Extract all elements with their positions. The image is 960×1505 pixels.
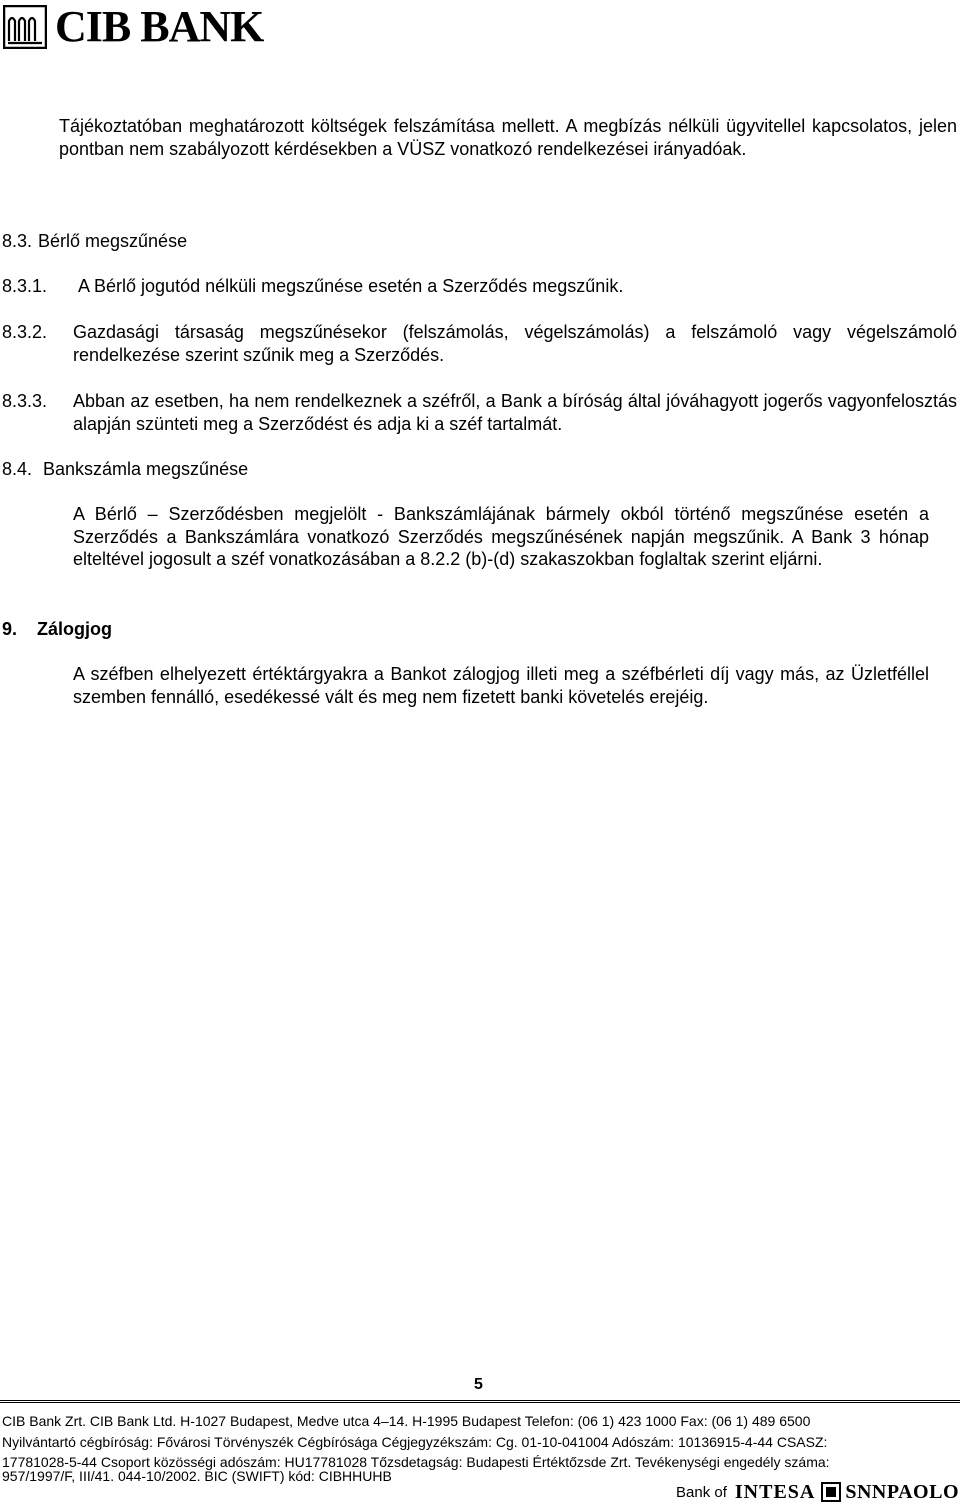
- cib-bank-logo: [3, 3, 263, 51]
- intesa-sanpaolo-logo: [676, 1480, 959, 1504]
- bank-name: CIB BANK: [55, 2, 264, 51]
- section-9-number: 9.: [2, 619, 18, 639]
- intro-paragraph: Tájékoztatóban meghatározott költségek felszámítása mellett. A megbízás nélküli ügyvitellel kapcsolatos, jelen pontban nem szabályozott kérdésekben a VÜSZ vonatkozó rendelkezései irányadóak.: [59, 116, 957, 159]
- section-8-3-2-number: 8.3.2.: [2, 322, 48, 342]
- section-8-3-number: 8.3.: [2, 231, 33, 251]
- section-8-3-1-number: 8.3.1.: [2, 276, 48, 296]
- footer-line-1: CIB Bank Zrt. CIB Bank Ltd. H-1027 Budapest, Medve utca 4–14. H-1995 Budapest Telefon: (06 1) 423 1000 Fax: (06 1) 489 6500: [2, 1413, 811, 1429]
- section-8-4-text: A Bérlő – Szerződésben megjelölt - Bankszámlájának bármely okból történő megszűnése esetén a Szerződés a Bankszámlára vonatkozó Szerződés megszűnésének napján megszűnik. A Bank 3 hónap elteltével jogosult a széf vonatkozásában a 8.2.2 (b)-(d) szakaszokban foglaltak szerint eljárni.: [73, 504, 929, 570]
- footer-line-2: Nyilvántartó cégbíróság: Fővárosi Törvényszék Cégbírósága Cégjegyzékszám: Cg. 01-10-041004 Adószám: 10136915-4-44 CSASZ:: [2, 1434, 828, 1450]
- sanpaolo-wordmark: SNNPAOLO: [845, 1480, 959, 1503]
- section-9-text: A széfben elhelyezett értéktárgyakra a Bankot zálogjog illeti meg a széfbérleti díj vagy más, az Üzletféllel szemben fennálló, esedékessé vált és meg nem fizetett banki követelés erejéig.: [73, 664, 929, 707]
- section-8-3-3-text: Abban az esetben, ha nem rendelkeznek a széfről, a Bank a bíróság által jóváhagyott jogerős vagyonfelosztás alapján szünteti meg a Szerződést és adja ki a széf tartalmát.: [73, 391, 957, 434]
- section-8-3-1-text: A Bérlő jogutód nélküli megszűnése esetén a Szerződés megszűnik.: [78, 276, 624, 296]
- section-8-3-3-number: 8.3.3.: [2, 391, 48, 411]
- intesa-wordmark: INTESA: [734, 1480, 816, 1503]
- bank-of-label: Bank of: [676, 1483, 727, 1501]
- footer-rule: [0, 1400, 960, 1403]
- section-8-3-2-text: Gazdasági társaság megszűnésekor (felszámolás, végelszámolás) a felszámoló vagy végelszámoló rendelkezése szerint szűnik meg a Szerződés.: [73, 322, 957, 365]
- page-number: 5: [474, 1376, 483, 1393]
- section-8-4-title: Bankszámla megszűnése: [43, 459, 249, 479]
- bank-building-icon: [3, 5, 47, 49]
- footer-line-4: 957/1997/F, III/41. 044-10/2002. BIC (SWIFT) kód: CIBHHUHB: [2, 1468, 392, 1484]
- sanpaolo-mark-icon: [821, 1482, 841, 1502]
- footer-line-3: 17781028-5-44 Csoport közösségi adószám: HU17781028 Tőzsdetagság: Budapesti Értéktőzsde Zrt. Tevékenységi engedély száma:: [2, 1454, 830, 1470]
- section-9-title: Zálogjog: [37, 619, 112, 639]
- section-8-4-number: 8.4.: [2, 459, 33, 479]
- section-8-3-title: Bérlő megszűnése: [38, 231, 188, 251]
